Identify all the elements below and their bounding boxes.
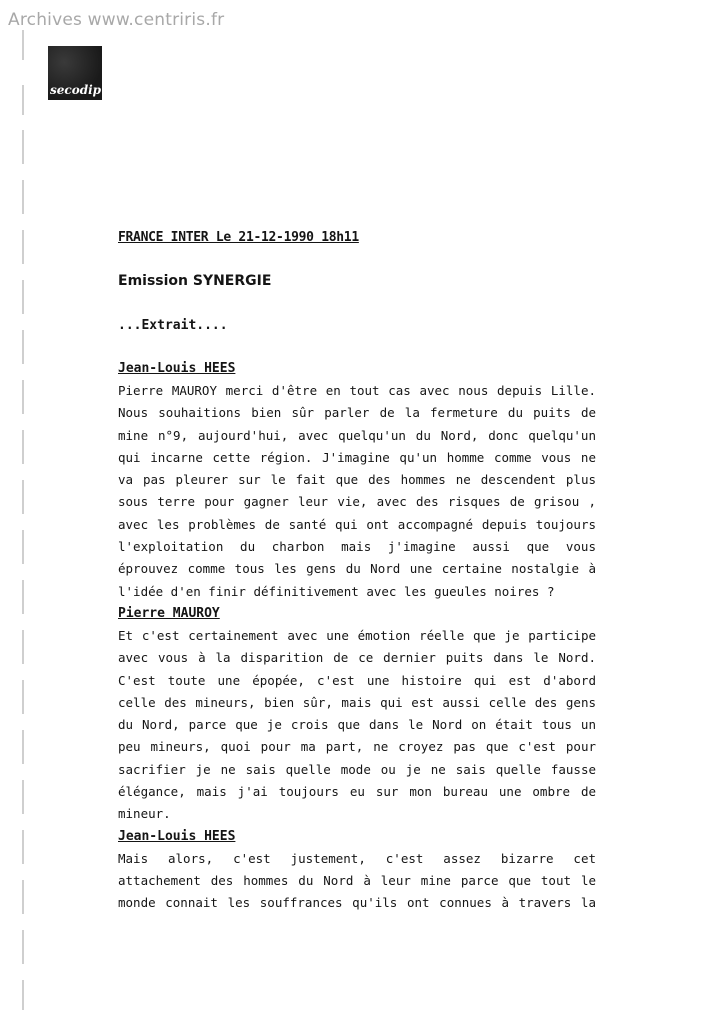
- left-margin-binding-marks: [0, 0, 40, 1024]
- broadcast-header: FRANCE INTER Le 21-12-1990 18h11: [118, 230, 359, 245]
- transcript-line: avec les problèmes de santé qui ont accompagné depuis toujours: [118, 516, 596, 532]
- transcript-line: va pas pleurer sur le fait que des hommes ne descendent plus: [118, 472, 596, 488]
- transcript-line: qui incarne cette région. J'imagine qu'un homme comme vous ne: [118, 449, 596, 465]
- secodip-logo: [48, 46, 102, 100]
- transcript-block: [118, 603, 596, 826]
- transcript-line: Nous souhaitions bien sûr parler de la fermeture du puits de: [118, 405, 596, 421]
- transcript-line: l'idée d'en finir définitivement avec les gueules noires ?: [118, 583, 555, 599]
- speaker-name: Jean-Louis HEES: [118, 361, 236, 376]
- transcript-line: peu mineurs, quoi pour ma part, ne croyez pas que c'est pour: [118, 739, 596, 755]
- archive-watermark: Archives www.centriris.fr: [8, 10, 225, 30]
- transcript-block: [118, 358, 596, 603]
- transcript-line: mineur.: [118, 806, 171, 822]
- transcript-line: mine n°9, aujourd'hui, avec quelqu'un du Nord, donc quelqu'un: [118, 427, 596, 443]
- speaker-name: Pierre MAUROY: [118, 605, 220, 621]
- speaker-name: Jean-Louis HEES: [118, 828, 236, 844]
- transcript-line: sacrifier je ne sais quelle mode ou je ne sais quelle fausse: [118, 761, 596, 777]
- extract-label: ...Extrait....: [118, 318, 228, 333]
- transcript-block: [118, 826, 596, 915]
- transcript-body: [118, 358, 596, 915]
- transcript-line: élégance, mais j'ai toujours eu sur mon bureau une ombre de: [118, 784, 596, 800]
- transcript-line: du Nord, parce que je crois que dans le Nord on était tous un: [118, 717, 596, 733]
- logo-text: secodip: [50, 83, 102, 97]
- transcript-line: C'est toute une épopée, c'est une histoire qui est d'abord: [118, 672, 596, 688]
- transcript-line: Pierre MAUROY merci d'être en tout cas avec nous depuis Lille.: [118, 383, 596, 398]
- transcript-line: celle des mineurs, bien sûr, mais qui est aussi celle des gens: [118, 694, 596, 710]
- transcript-line: Et c'est certainement avec une émotion réelle que je participe: [118, 627, 596, 643]
- transcript-line: monde connait les souffrances qu'ils ont connues à travers la: [118, 895, 596, 911]
- transcript-line: sous terre pour gagner leur vie, avec des risques de grisou ,: [118, 494, 596, 510]
- transcript-line: attachement des hommes du Nord à leur mine parce que tout le: [118, 872, 596, 888]
- transcript-line: Mais alors, c'est justement, c'est assez bizarre cet: [118, 850, 596, 866]
- transcript-line: l'exploitation du charbon mais j'imagine aussi que vous: [118, 539, 596, 555]
- emission-title: Emission SYNERGIE: [118, 273, 272, 289]
- transcript-line: éprouvez comme tous les gens du Nord une certaine nostalgie à: [118, 561, 596, 577]
- transcript-line: avec vous à la disparition de ce dernier puits dans le Nord.: [118, 650, 596, 666]
